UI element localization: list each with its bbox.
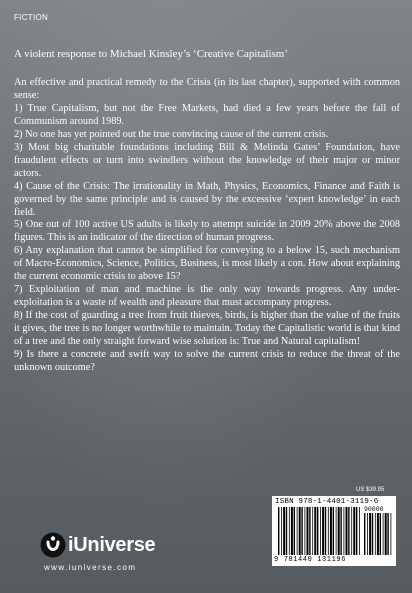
barcode-bar: [320, 507, 321, 555]
blurb-point: 5) One out of 100 active US adults is likely to attempt suicide in 2009 20% above the 2008 figures. This is an indicator of the direction of human progress.: [14, 219, 400, 244]
barcode-bar: [387, 513, 388, 555]
headline: A violent response to Michael Kinsley’s ‘Creative Capitalism’: [14, 48, 289, 60]
blurb-point: 4) Cause of the Crisis: The irrationality in Math, Physics, Economics, Finance and Faith is governed by the same principle and is caused by the excessive ‘expert knowledge’ in each field.: [14, 180, 400, 218]
barcode-bar: [289, 507, 290, 555]
barcode-bar: [283, 507, 285, 555]
barcode-bar: [372, 513, 373, 555]
barcode-bar: [307, 507, 309, 555]
blurb-intro: An effective and practical remedy to the Crisis (in its last chapter), supported with common sense:: [14, 77, 400, 101]
barcode-bar: [325, 507, 326, 555]
barcode-bar: [309, 507, 310, 555]
price-label: US $39.95: [356, 487, 385, 493]
barcode-bar: [299, 507, 301, 555]
barcode-bar: [351, 507, 352, 555]
barcode-bar: [322, 507, 324, 555]
blurb-point: 7) Exploitation of man and machine is the only way towards progress. Any under-exploitation is a waste of wealth and pleasure that must accompany progress.: [14, 284, 400, 309]
barcode-bar: [297, 507, 298, 555]
addon-barcode-bars: [364, 513, 392, 555]
barcode-bar: [291, 507, 293, 555]
publisher-website: www.iuniverse.com: [44, 563, 137, 572]
barcode-bar: [356, 507, 357, 555]
ean-barcode-bars: [278, 507, 362, 555]
blurb-point: 2) No one has yet pointed out the true convincing cause of the current crisis.: [14, 128, 329, 140]
barcode-bar: [359, 507, 360, 555]
blurb-point: 8) If the cost of guarding a tree from fruit thieves, birds, is higher than the value of the fruits it gives, the tree is no longer worthwhile to maintain. Today the Capitalistic world is that kind of a tree and the only straight forward wise solution is: True and Natural capitalism!: [14, 310, 400, 348]
barcode-bar: [380, 513, 381, 555]
ean-digits: 9 781440 131196: [274, 556, 347, 564]
barcode-bar: [338, 507, 340, 555]
barcode-bar: [383, 513, 384, 555]
barcode-bar: [312, 507, 313, 555]
barcode-bar: [346, 507, 348, 555]
barcode-bar: [375, 513, 376, 555]
barcode-bar: [391, 513, 392, 555]
barcode-bar: [294, 507, 295, 555]
blurb-point: 3) Most big charitable foundations including Bill & Melinda Gates’ Foundation, have fraudulent effects or turn into swindlers without the knowledge of their major or minor actors.: [14, 141, 400, 179]
barcode-bar: [286, 507, 287, 555]
barcode-bar: [330, 507, 332, 555]
barcode-bar: [328, 507, 329, 555]
barcode-bar: [305, 507, 306, 555]
barcode-bar: [385, 513, 387, 555]
barcode-bar: [353, 507, 355, 555]
barcode-bar: [367, 513, 368, 555]
blurb-point: 1) True Capitalism, but not the Free Markets, had died a few years before the fall of Communism around 1989.: [14, 102, 400, 127]
barcode-bar: [369, 513, 371, 555]
iuniverse-logo-icon: [40, 532, 66, 558]
barcode-bar: [278, 507, 279, 555]
genre-label: FICTION: [14, 13, 49, 22]
barcode-bar: [301, 507, 302, 555]
barcode-bar: [314, 507, 316, 555]
barcode-bar: [333, 507, 334, 555]
isbn-text: ISBN 978-1-4401-3119-6: [275, 498, 379, 506]
barcode-bar: [340, 507, 341, 555]
barcode-bar: [344, 507, 345, 555]
blurb-point: 6) Any explanation that cannot be simplified for conveying to a below 15, such mechanism of Macro-Economics, Science, Politics, Business, is most likely a con. How about explaining the current economic crisis to above 15?: [14, 245, 400, 283]
blurb-body: [14, 77, 400, 375]
barcode-bar: [336, 507, 337, 555]
barcode-bar: [317, 507, 318, 555]
blurb-point: 9) Is there a concrete and swift way to solve the current crisis to reduce the threat of the unknown outcome?: [14, 349, 400, 373]
publisher-name: iUniverse: [68, 534, 156, 556]
barcode-bar: [377, 513, 379, 555]
addon-code: 90000: [364, 506, 384, 513]
isbn-barcode: [272, 496, 396, 566]
barcode-bar: [364, 513, 365, 555]
barcode-bar: [348, 507, 349, 555]
barcode-bar: [281, 507, 282, 555]
